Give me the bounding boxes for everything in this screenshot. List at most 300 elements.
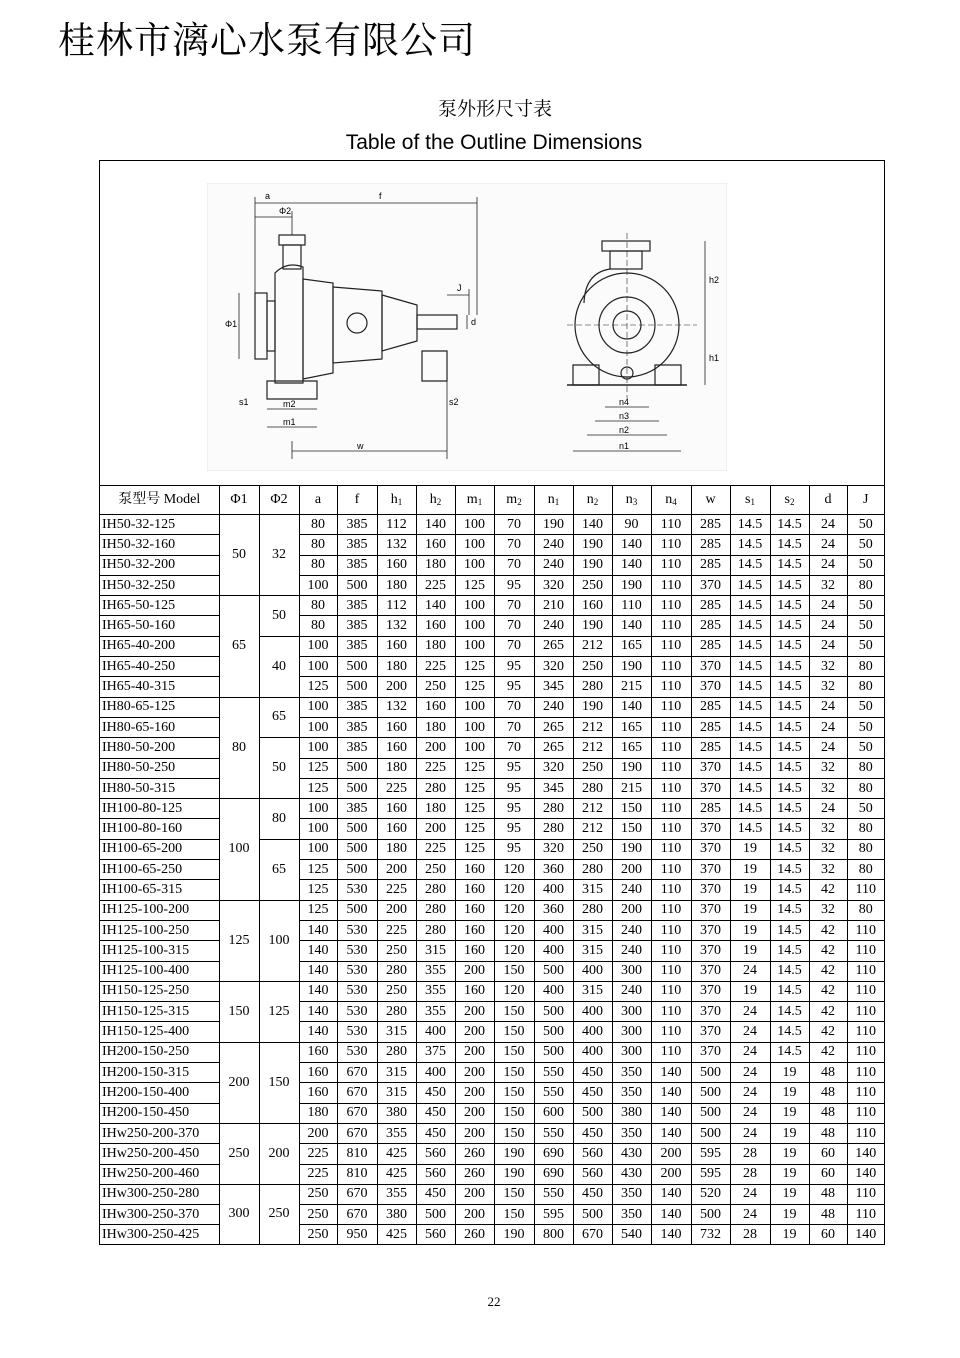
value-cell-n1: 400 xyxy=(534,981,573,1001)
col-header-J: J xyxy=(847,486,884,515)
value-cell-n4: 110 xyxy=(651,535,691,555)
value-cell-n1: 320 xyxy=(534,758,573,778)
value-cell-a: 125 xyxy=(299,677,337,697)
value-cell-f: 670 xyxy=(337,1184,377,1204)
value-cell-n2: 190 xyxy=(573,616,612,636)
phi2-cell: 125 xyxy=(259,981,299,1042)
phi1-cell: 65 xyxy=(219,596,259,697)
value-cell-f: 950 xyxy=(337,1225,377,1245)
value-cell-s2: 14.5 xyxy=(770,1002,809,1022)
table-row xyxy=(100,1103,884,1123)
value-cell-s2: 14.5 xyxy=(770,596,809,616)
table-row xyxy=(100,677,884,697)
model-cell: IH100-65-315 xyxy=(100,880,219,900)
value-cell-s1: 14.5 xyxy=(730,596,770,616)
col-header-model: 泵型号 Model xyxy=(100,486,219,515)
value-cell-d: 24 xyxy=(809,596,847,616)
value-cell-n3: 300 xyxy=(612,961,651,981)
value-cell-h1: 112 xyxy=(377,515,416,535)
model-cell: IH200-150-450 xyxy=(100,1103,219,1123)
value-cell-s2: 14.5 xyxy=(770,697,809,717)
value-cell-m2: 70 xyxy=(494,738,534,758)
value-cell-f: 670 xyxy=(337,1123,377,1143)
value-cell-m2: 95 xyxy=(494,575,534,595)
value-cell-n4: 110 xyxy=(651,799,691,819)
value-cell-d: 42 xyxy=(809,941,847,961)
value-cell-m2: 95 xyxy=(494,839,534,859)
value-cell-a: 180 xyxy=(299,1103,337,1123)
phi1-cell: 100 xyxy=(219,799,259,900)
value-cell-n1: 550 xyxy=(534,1123,573,1143)
value-cell-m2: 95 xyxy=(494,778,534,798)
value-cell-n1: 280 xyxy=(534,799,573,819)
value-cell-n3: 240 xyxy=(612,941,651,961)
value-cell-n3: 200 xyxy=(612,900,651,920)
value-cell-J: 110 xyxy=(847,920,884,940)
value-cell-f: 385 xyxy=(337,636,377,656)
value-cell-n2: 560 xyxy=(573,1144,612,1164)
value-cell-n4: 140 xyxy=(651,1184,691,1204)
table-row xyxy=(100,1225,884,1245)
value-cell-w: 370 xyxy=(691,941,730,961)
table-row xyxy=(100,697,884,717)
table-row xyxy=(100,961,884,981)
value-cell-s2: 14.5 xyxy=(770,941,809,961)
value-cell-f: 385 xyxy=(337,515,377,535)
value-cell-n3: 110 xyxy=(612,596,651,616)
value-cell-n2: 212 xyxy=(573,799,612,819)
value-cell-n4: 110 xyxy=(651,839,691,859)
value-cell-h1: 380 xyxy=(377,1205,416,1225)
value-cell-a: 140 xyxy=(299,1002,337,1022)
value-cell-h2: 400 xyxy=(416,1022,455,1042)
value-cell-s1: 24 xyxy=(730,1184,770,1204)
model-cell: IH125-100-400 xyxy=(100,961,219,981)
value-cell-m1: 200 xyxy=(455,1103,494,1123)
value-cell-n4: 110 xyxy=(651,677,691,697)
value-cell-h2: 250 xyxy=(416,677,455,697)
value-cell-f: 810 xyxy=(337,1144,377,1164)
phi1-cell: 200 xyxy=(219,1042,259,1123)
value-cell-d: 24 xyxy=(809,616,847,636)
value-cell-n4: 110 xyxy=(651,961,691,981)
value-cell-w: 370 xyxy=(691,880,730,900)
value-cell-n4: 200 xyxy=(651,1144,691,1164)
value-cell-a: 100 xyxy=(299,697,337,717)
dim-label-J: J xyxy=(457,283,462,293)
phi1-cell: 125 xyxy=(219,900,259,981)
value-cell-d: 24 xyxy=(809,697,847,717)
value-cell-h1: 315 xyxy=(377,1083,416,1103)
value-cell-J: 50 xyxy=(847,799,884,819)
value-cell-f: 810 xyxy=(337,1164,377,1184)
value-cell-a: 80 xyxy=(299,616,337,636)
value-cell-h1: 425 xyxy=(377,1225,416,1245)
value-cell-s1: 24 xyxy=(730,1042,770,1062)
value-cell-h2: 160 xyxy=(416,616,455,636)
value-cell-d: 48 xyxy=(809,1103,847,1123)
value-cell-d: 48 xyxy=(809,1083,847,1103)
value-cell-f: 500 xyxy=(337,900,377,920)
value-cell-d: 24 xyxy=(809,555,847,575)
value-cell-n3: 190 xyxy=(612,758,651,778)
value-cell-s2: 19 xyxy=(770,1083,809,1103)
value-cell-d: 42 xyxy=(809,1022,847,1042)
value-cell-f: 670 xyxy=(337,1063,377,1083)
value-cell-n4: 140 xyxy=(651,1103,691,1123)
value-cell-w: 285 xyxy=(691,555,730,575)
value-cell-n1: 800 xyxy=(534,1225,573,1245)
value-cell-s1: 28 xyxy=(730,1164,770,1184)
value-cell-s1: 24 xyxy=(730,1103,770,1123)
value-cell-d: 42 xyxy=(809,961,847,981)
value-cell-J: 110 xyxy=(847,1205,884,1225)
value-cell-n1: 400 xyxy=(534,920,573,940)
value-cell-f: 530 xyxy=(337,1022,377,1042)
model-cell: IH100-80-160 xyxy=(100,819,219,839)
value-cell-J: 50 xyxy=(847,535,884,555)
value-cell-s1: 14.5 xyxy=(730,575,770,595)
phi2-cell: 40 xyxy=(259,636,299,697)
value-cell-a: 200 xyxy=(299,1123,337,1143)
value-cell-s1: 14.5 xyxy=(730,636,770,656)
table-row xyxy=(100,778,884,798)
value-cell-J: 110 xyxy=(847,880,884,900)
value-cell-a: 100 xyxy=(299,819,337,839)
value-cell-n3: 350 xyxy=(612,1063,651,1083)
value-cell-h1: 132 xyxy=(377,535,416,555)
value-cell-d: 32 xyxy=(809,860,847,880)
value-cell-d: 60 xyxy=(809,1144,847,1164)
value-cell-h1: 160 xyxy=(377,717,416,737)
value-cell-m2: 70 xyxy=(494,697,534,717)
value-cell-a: 250 xyxy=(299,1184,337,1204)
value-cell-n2: 400 xyxy=(573,1002,612,1022)
value-cell-m1: 160 xyxy=(455,920,494,940)
value-cell-n3: 165 xyxy=(612,636,651,656)
phi2-cell: 80 xyxy=(259,799,299,840)
value-cell-a: 100 xyxy=(299,657,337,677)
value-cell-h1: 380 xyxy=(377,1103,416,1123)
value-cell-f: 385 xyxy=(337,535,377,555)
value-cell-J: 110 xyxy=(847,981,884,1001)
value-cell-n4: 110 xyxy=(651,941,691,961)
value-cell-m1: 100 xyxy=(455,616,494,636)
value-cell-w: 370 xyxy=(691,1002,730,1022)
value-cell-n4: 110 xyxy=(651,575,691,595)
model-cell: IH200-150-250 xyxy=(100,1042,219,1062)
value-cell-J: 50 xyxy=(847,596,884,616)
value-cell-n3: 165 xyxy=(612,738,651,758)
value-cell-d: 48 xyxy=(809,1063,847,1083)
value-cell-h1: 132 xyxy=(377,697,416,717)
value-cell-w: 370 xyxy=(691,1022,730,1042)
value-cell-n2: 250 xyxy=(573,657,612,677)
value-cell-J: 110 xyxy=(847,1184,884,1204)
value-cell-n3: 165 xyxy=(612,717,651,737)
value-cell-h2: 315 xyxy=(416,941,455,961)
table-row xyxy=(100,1042,884,1062)
value-cell-f: 670 xyxy=(337,1083,377,1103)
value-cell-n1: 550 xyxy=(534,1083,573,1103)
value-cell-n2: 250 xyxy=(573,839,612,859)
value-cell-m1: 200 xyxy=(455,1042,494,1062)
value-cell-n1: 320 xyxy=(534,575,573,595)
value-cell-m2: 120 xyxy=(494,941,534,961)
value-cell-n2: 450 xyxy=(573,1184,612,1204)
table-row xyxy=(100,1002,884,1022)
value-cell-n1: 265 xyxy=(534,717,573,737)
table-row xyxy=(100,839,884,859)
value-cell-m2: 95 xyxy=(494,758,534,778)
value-cell-n2: 280 xyxy=(573,860,612,880)
table-row xyxy=(100,880,884,900)
value-cell-h2: 375 xyxy=(416,1042,455,1062)
model-cell: IH100-65-250 xyxy=(100,860,219,880)
value-cell-h2: 250 xyxy=(416,860,455,880)
value-cell-m2: 150 xyxy=(494,1205,534,1225)
value-cell-s2: 14.5 xyxy=(770,717,809,737)
value-cell-m1: 125 xyxy=(455,819,494,839)
value-cell-h2: 280 xyxy=(416,778,455,798)
value-cell-f: 385 xyxy=(337,555,377,575)
value-cell-d: 48 xyxy=(809,1184,847,1204)
value-cell-J: 140 xyxy=(847,1225,884,1245)
value-cell-h2: 180 xyxy=(416,555,455,575)
value-cell-s1: 24 xyxy=(730,1083,770,1103)
dim-label-h2: h2 xyxy=(709,275,720,285)
value-cell-n4: 110 xyxy=(651,778,691,798)
value-cell-h1: 225 xyxy=(377,880,416,900)
value-cell-s2: 14.5 xyxy=(770,738,809,758)
value-cell-a: 125 xyxy=(299,860,337,880)
value-cell-n2: 212 xyxy=(573,819,612,839)
value-cell-n3: 540 xyxy=(612,1225,651,1245)
value-cell-J: 50 xyxy=(847,636,884,656)
value-cell-a: 160 xyxy=(299,1042,337,1062)
model-cell: IHw300-250-425 xyxy=(100,1225,219,1245)
value-cell-f: 500 xyxy=(337,860,377,880)
table-row xyxy=(100,920,884,940)
value-cell-n1: 240 xyxy=(534,535,573,555)
value-cell-m1: 125 xyxy=(455,758,494,778)
phi2-cell: 65 xyxy=(259,697,299,738)
dim-label-n3: n3 xyxy=(619,411,630,421)
table-row xyxy=(100,1164,884,1184)
value-cell-m2: 150 xyxy=(494,1103,534,1123)
value-cell-n4: 140 xyxy=(651,1205,691,1225)
value-cell-h1: 425 xyxy=(377,1164,416,1184)
model-cell: IH200-150-315 xyxy=(100,1063,219,1083)
value-cell-n1: 265 xyxy=(534,636,573,656)
value-cell-s2: 14.5 xyxy=(770,961,809,981)
value-cell-f: 385 xyxy=(337,616,377,636)
value-cell-m1: 100 xyxy=(455,636,494,656)
value-cell-s2: 14.5 xyxy=(770,880,809,900)
value-cell-d: 42 xyxy=(809,880,847,900)
value-cell-n1: 400 xyxy=(534,941,573,961)
value-cell-h1: 280 xyxy=(377,961,416,981)
phi2-cell: 65 xyxy=(259,839,299,900)
value-cell-J: 80 xyxy=(847,575,884,595)
value-cell-w: 370 xyxy=(691,920,730,940)
table-row xyxy=(100,1123,884,1143)
dimension-sheet xyxy=(99,160,885,1245)
value-cell-n1: 240 xyxy=(534,616,573,636)
dim-label-s2: s2 xyxy=(449,397,459,407)
value-cell-n1: 690 xyxy=(534,1144,573,1164)
value-cell-s1: 19 xyxy=(730,941,770,961)
model-cell: IHw300-250-370 xyxy=(100,1205,219,1225)
value-cell-f: 385 xyxy=(337,697,377,717)
value-cell-s1: 14.5 xyxy=(730,799,770,819)
value-cell-h1: 180 xyxy=(377,758,416,778)
value-cell-f: 500 xyxy=(337,839,377,859)
phi1-cell: 250 xyxy=(219,1123,259,1184)
col-header-f: f xyxy=(337,486,377,515)
model-cell: IH80-65-160 xyxy=(100,717,219,737)
table-title-en: Table of the Outline Dimensions xyxy=(345,131,643,154)
value-cell-w: 285 xyxy=(691,515,730,535)
value-cell-m2: 150 xyxy=(494,1123,534,1143)
value-cell-n4: 110 xyxy=(651,880,691,900)
value-cell-m2: 70 xyxy=(494,616,534,636)
model-cell: IH80-65-125 xyxy=(100,697,219,717)
value-cell-s1: 24 xyxy=(730,1063,770,1083)
value-cell-h1: 160 xyxy=(377,636,416,656)
value-cell-a: 225 xyxy=(299,1164,337,1184)
table-row xyxy=(100,1144,884,1164)
value-cell-s1: 19 xyxy=(730,920,770,940)
value-cell-h2: 400 xyxy=(416,1063,455,1083)
value-cell-d: 32 xyxy=(809,677,847,697)
value-cell-n4: 110 xyxy=(651,616,691,636)
value-cell-n2: 160 xyxy=(573,596,612,616)
value-cell-a: 125 xyxy=(299,900,337,920)
value-cell-n1: 345 xyxy=(534,677,573,697)
value-cell-s1: 24 xyxy=(730,1123,770,1143)
value-cell-m1: 200 xyxy=(455,1063,494,1083)
value-cell-h1: 280 xyxy=(377,1042,416,1062)
page-number: 22 xyxy=(487,1294,501,1309)
table-row xyxy=(100,596,884,616)
value-cell-w: 285 xyxy=(691,717,730,737)
value-cell-d: 48 xyxy=(809,1205,847,1225)
value-cell-d: 42 xyxy=(809,920,847,940)
value-cell-h2: 140 xyxy=(416,515,455,535)
value-cell-s1: 14.5 xyxy=(730,555,770,575)
phi2-cell: 150 xyxy=(259,1042,299,1123)
value-cell-h2: 450 xyxy=(416,1103,455,1123)
value-cell-h2: 225 xyxy=(416,839,455,859)
value-cell-m1: 200 xyxy=(455,1083,494,1103)
model-cell: IH50-32-250 xyxy=(100,575,219,595)
table-row xyxy=(100,1205,884,1225)
model-cell: IH125-100-315 xyxy=(100,941,219,961)
value-cell-s1: 14.5 xyxy=(730,535,770,555)
value-cell-w: 370 xyxy=(691,860,730,880)
value-cell-d: 32 xyxy=(809,900,847,920)
value-cell-a: 100 xyxy=(299,738,337,758)
value-cell-n2: 670 xyxy=(573,1225,612,1245)
value-cell-h2: 355 xyxy=(416,981,455,1001)
value-cell-s2: 14.5 xyxy=(770,657,809,677)
value-cell-n2: 500 xyxy=(573,1205,612,1225)
dimensions-table xyxy=(100,485,884,1245)
phi2-cell: 250 xyxy=(259,1184,299,1244)
model-cell: IH200-150-400 xyxy=(100,1083,219,1103)
value-cell-m2: 150 xyxy=(494,1042,534,1062)
value-cell-h1: 132 xyxy=(377,616,416,636)
value-cell-m2: 70 xyxy=(494,515,534,535)
value-cell-h2: 560 xyxy=(416,1144,455,1164)
value-cell-s1: 28 xyxy=(730,1225,770,1245)
dim-label-m2: m2 xyxy=(283,399,296,409)
value-cell-s2: 19 xyxy=(770,1184,809,1204)
value-cell-w: 285 xyxy=(691,799,730,819)
model-cell: IH50-32-160 xyxy=(100,535,219,555)
value-cell-m1: 160 xyxy=(455,900,494,920)
value-cell-n3: 350 xyxy=(612,1184,651,1204)
value-cell-a: 80 xyxy=(299,535,337,555)
value-cell-a: 140 xyxy=(299,1022,337,1042)
value-cell-n2: 315 xyxy=(573,981,612,1001)
value-cell-m1: 125 xyxy=(455,657,494,677)
value-cell-m2: 95 xyxy=(494,657,534,677)
value-cell-s2: 19 xyxy=(770,1225,809,1245)
value-cell-m2: 120 xyxy=(494,860,534,880)
model-cell: IHw300-250-280 xyxy=(100,1184,219,1204)
value-cell-a: 125 xyxy=(299,880,337,900)
value-cell-n2: 140 xyxy=(573,515,612,535)
value-cell-J: 110 xyxy=(847,941,884,961)
table-row xyxy=(100,717,884,737)
value-cell-m2: 150 xyxy=(494,961,534,981)
value-cell-n3: 190 xyxy=(612,839,651,859)
value-cell-n4: 110 xyxy=(651,738,691,758)
value-cell-n2: 560 xyxy=(573,1164,612,1184)
value-cell-n1: 280 xyxy=(534,819,573,839)
value-cell-s2: 19 xyxy=(770,1123,809,1143)
value-cell-n1: 500 xyxy=(534,1002,573,1022)
value-cell-n2: 250 xyxy=(573,575,612,595)
value-cell-n4: 110 xyxy=(651,596,691,616)
value-cell-s1: 14.5 xyxy=(730,657,770,677)
value-cell-s2: 14.5 xyxy=(770,677,809,697)
value-cell-n4: 140 xyxy=(651,1083,691,1103)
value-cell-w: 370 xyxy=(691,839,730,859)
value-cell-n4: 110 xyxy=(651,657,691,677)
value-cell-h2: 180 xyxy=(416,799,455,819)
value-cell-n2: 450 xyxy=(573,1083,612,1103)
dim-label-n1: n1 xyxy=(619,441,630,451)
value-cell-J: 110 xyxy=(847,1123,884,1143)
model-cell: IH125-100-200 xyxy=(100,900,219,920)
value-cell-s1: 14.5 xyxy=(730,697,770,717)
value-cell-n3: 190 xyxy=(612,575,651,595)
col-header-m1: $m_1$ xyxy=(455,486,494,515)
value-cell-J: 50 xyxy=(847,738,884,758)
table-row xyxy=(100,1022,884,1042)
value-cell-J: 110 xyxy=(847,961,884,981)
value-cell-w: 370 xyxy=(691,677,730,697)
value-cell-m1: 100 xyxy=(455,697,494,717)
table-header-row xyxy=(100,486,884,515)
value-cell-d: 42 xyxy=(809,1002,847,1022)
table-row xyxy=(100,819,884,839)
table-row xyxy=(100,555,884,575)
value-cell-n2: 400 xyxy=(573,1042,612,1062)
